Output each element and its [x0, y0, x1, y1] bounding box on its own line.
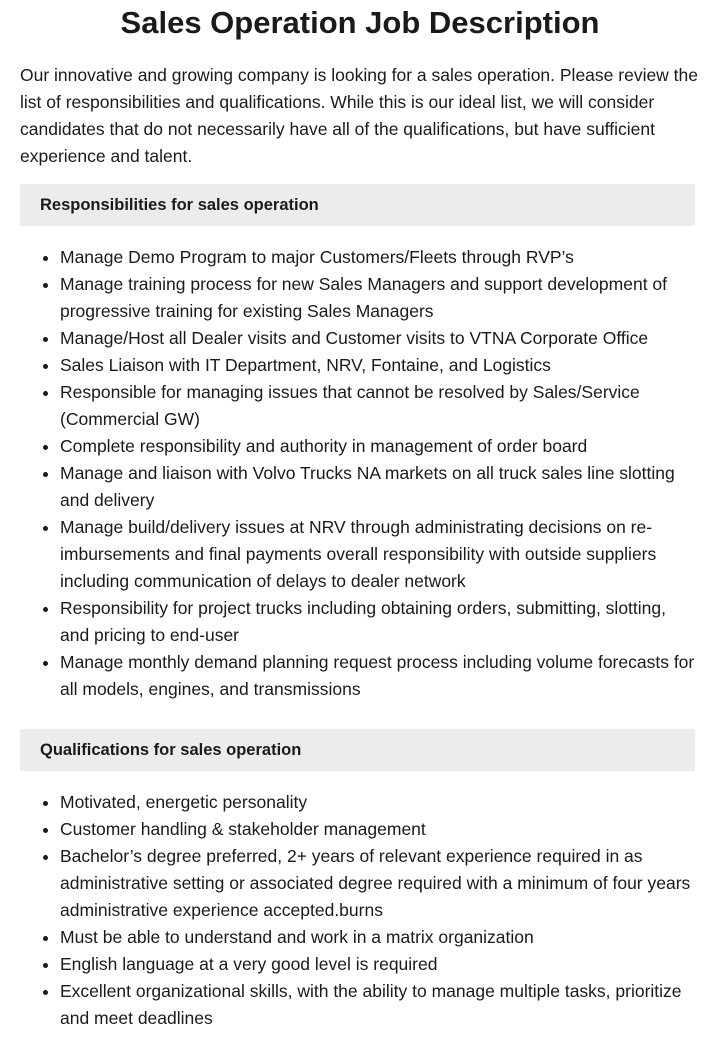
- list-item: • Manage/Host all Dealer visits and Customer visits to VTNA Corporate Office: [60, 325, 700, 352]
- list-item: • Manage training process for new Sales Managers and support development of progressive training for existing Sales Managers: [60, 271, 700, 325]
- qualifications-heading: Qualifications for sales operation: [20, 729, 695, 771]
- page-title: Sales Operation Job Description: [120, 5, 600, 40]
- list-item: • Manage and liaison with Volvo Trucks NA markets on all truck sales line slotting and delivery: [60, 460, 700, 514]
- list-item: • Customer handling & stakeholder management: [60, 816, 700, 843]
- list-item: • Sales Liaison with IT Department, NRV, Fontaine, and Logistics: [60, 352, 700, 379]
- list-item: • Manage monthly demand planning request process including volume forecasts for all models, engines, and transmissions: [60, 649, 700, 703]
- list-item: • English language at a very good level is required: [60, 951, 700, 978]
- list-item: • Bachelor’s degree preferred, 2+ years of relevant experience required in as administrative setting or associated degree required with a minimum of four years administrative experience accepted.burns: [60, 843, 700, 924]
- responsibilities-list: [20, 244, 700, 703]
- list-item: • Motivated, energetic personality: [60, 789, 700, 816]
- list-item: • Complete responsibility and authority in management of order board: [60, 433, 700, 460]
- list-item: • Excellent organizational skills, with the ability to manage multiple tasks, prioritize and meet deadlines: [60, 978, 700, 1032]
- qualifications-list: [20, 789, 700, 1032]
- list-item: • Manage Demo Program to major Customers/Fleets through RVP’s: [60, 244, 700, 271]
- list-item: • Responsibility for project trucks including obtaining orders, submitting, slotting, and pricing to end-user: [60, 595, 700, 649]
- list-item: • Must be able to understand and work in a matrix organization: [60, 924, 700, 951]
- intro-paragraph: Our innovative and growing company is looking for a sales operation. Please review the list of responsibilities and qualifications. While this is our ideal list, we will consider candidates that do not necessarily have all of the qualifications, but have sufficient experience and talent.: [20, 65, 699, 166]
- responsibilities-heading: Responsibilities for sales operation: [20, 184, 695, 226]
- list-item: • Responsible for managing issues that cannot be resolved by Sales/Service (Commercial GW): [60, 379, 700, 433]
- list-item: • Manage build/delivery issues at NRV through administrating decisions on re-imbursements and final payments overall responsibility with outside suppliers including communication of delays to dealer network: [60, 514, 700, 595]
